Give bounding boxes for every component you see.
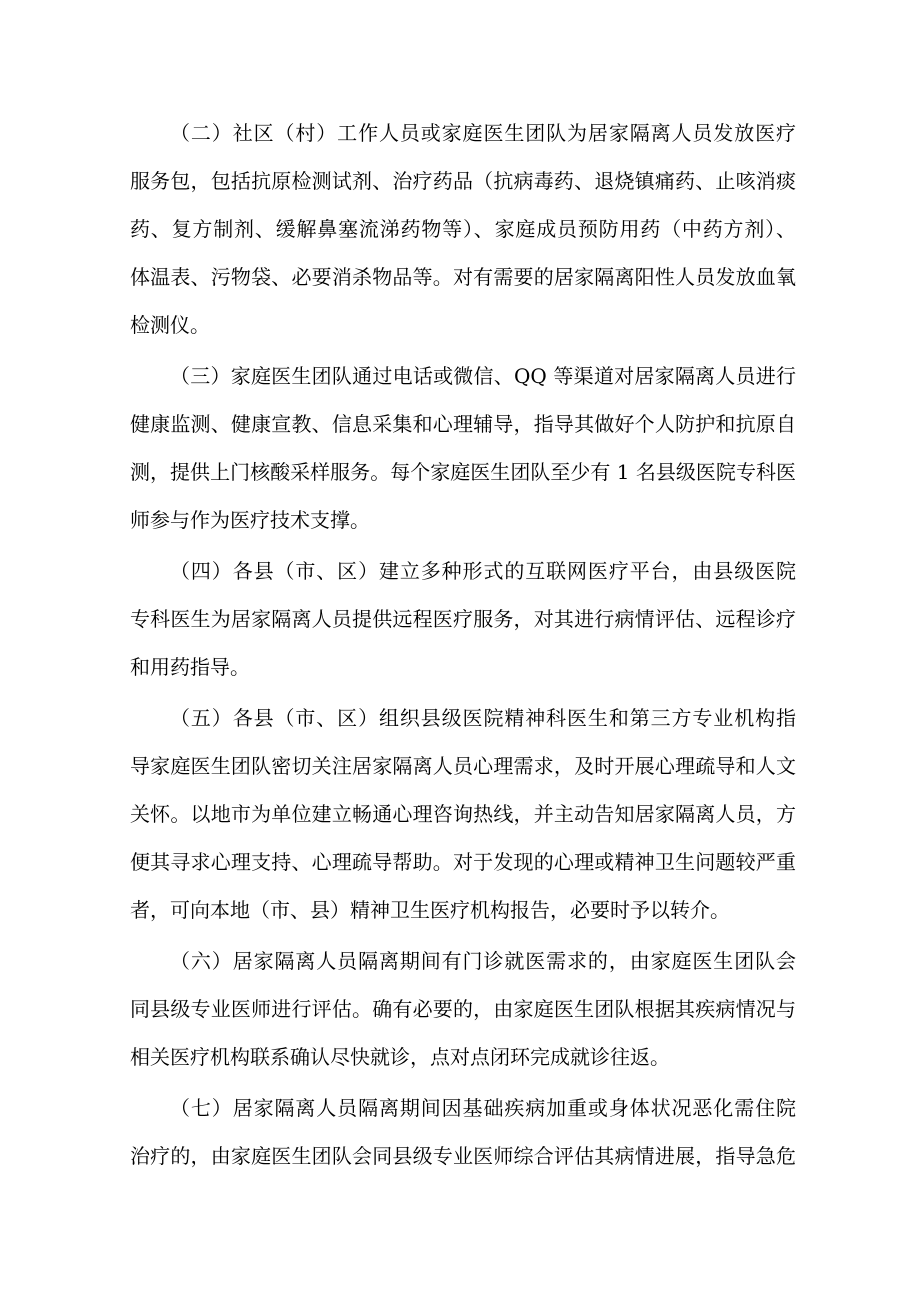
paragraph-line: 治疗的，由家庭医生团队会同县级专业医师综合评估其病情进展，指导急危: [130, 1144, 796, 1168]
paragraph-line: 药、复方制剂、缓解鼻塞流涕药物等）、家庭成员预防用药（中药方剂）、: [130, 217, 796, 241]
paragraph-line: （四）各县（市、区）建立多种形式的互联网医疗平台，由县级医院: [170, 559, 796, 583]
paragraph-line: （七）居家隔离人员隔离期间因基础疾病加重或身体状况恶化需住院: [170, 1096, 796, 1120]
paragraph: [130, 1084, 796, 1180]
paragraph-line: 测，提供上门核酸采样服务。每个家庭医生团队至少有 1 名县级医院专科医: [130, 460, 796, 484]
paragraph-line: 服务包，包括抗原检测试剂、治疗药品（抗病毒药、退烧镇痛药、止咳消痰: [130, 169, 796, 193]
paragraph-line: （二）社区（村）工作人员或家庭医生团队为居家隔离人员发放医疗: [170, 121, 796, 145]
paragraph-line: 专科医生为居家隔离人员提供远程医疗服务，对其进行病情评估、远程诊疗: [130, 607, 796, 631]
paragraph-line: 同县级专业医师进行评估。确有必要的，由家庭医生团队根据其疾病情况与: [130, 997, 796, 1021]
paragraph: [130, 937, 796, 1081]
paragraph: [130, 694, 796, 934]
paragraph-line: （五）各县（市、区）组织县级医院精神科医生和第三方专业机构指: [170, 706, 796, 730]
paragraph-line: 者，可向本地（市、县）精神卫生医疗机构报告，必要时予以转介。: [130, 898, 730, 922]
paragraph-line: 便其寻求心理支持、心理疏导帮助。对于发现的心理或精神卫生问题较严重: [130, 850, 796, 874]
paragraph-line: 导家庭医生团队密切关注居家隔离人员心理需求，及时开展心理疏导和人文: [130, 754, 796, 778]
paragraph-line: 师参与作为医疗技术支撑。: [130, 508, 370, 532]
paragraph-line: 检测仪。: [130, 313, 210, 337]
paragraph: [130, 352, 796, 544]
paragraph-line: 和用药指导。: [130, 655, 250, 679]
paragraph: [130, 547, 796, 691]
paragraph-line: 体温表、污物袋、必要消杀物品等。对有需要的居家隔离阳性人员发放血氧: [130, 265, 796, 289]
paragraph: [130, 109, 796, 349]
paragraph-line: （三）家庭医生团队通过电话或微信、QQ 等渠道对居家隔离人员进行: [170, 364, 796, 388]
paragraph-line: 关怀。以地市为单位建立畅通心理咨询热线，并主动告知居家隔离人员，方: [130, 802, 796, 826]
paragraph-line: 相关医疗机构联系确认尽快就诊，点对点闭环完成就诊往返。: [130, 1045, 670, 1069]
paragraph-line: 健康监测、健康宣教、信息采集和心理辅导，指导其做好个人防护和抗原自: [130, 412, 796, 436]
paragraph-line: （六）居家隔离人员隔离期间有门诊就医需求的，由家庭医生团队会: [170, 949, 796, 973]
document-body: [130, 109, 796, 1183]
